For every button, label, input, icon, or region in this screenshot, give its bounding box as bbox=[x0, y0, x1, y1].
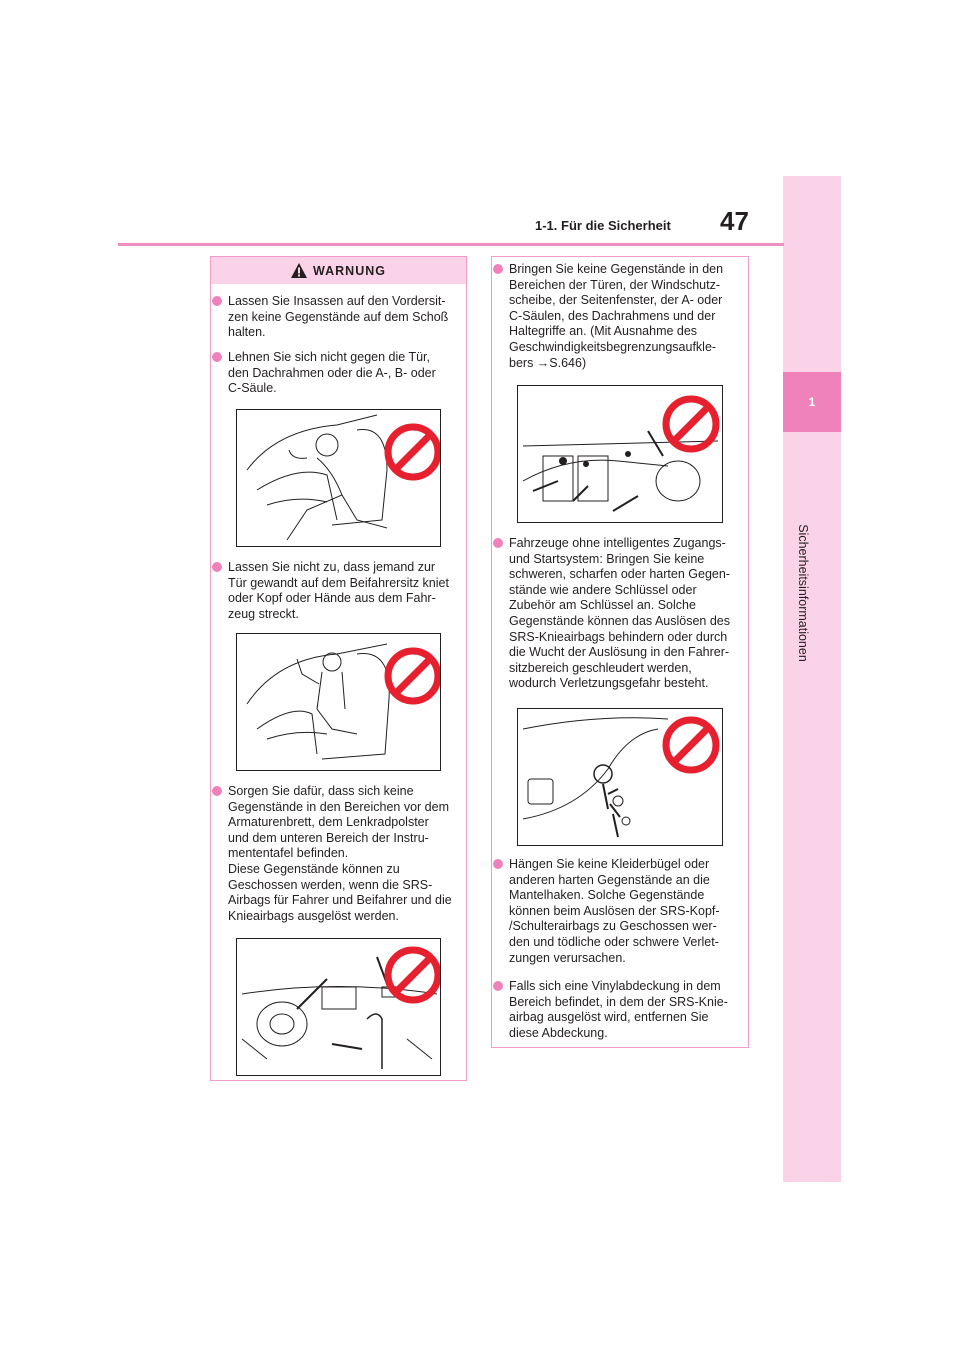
illustration-leaning-on-door bbox=[236, 409, 441, 547]
warning-triangle-icon bbox=[291, 263, 307, 278]
section-title: 1-1. Für die Sicherheit bbox=[535, 218, 671, 233]
bullet-icon bbox=[212, 352, 222, 362]
warning-item bbox=[228, 560, 460, 622]
bullet-icon bbox=[493, 981, 503, 991]
warning-item bbox=[228, 784, 460, 924]
warning-item bbox=[509, 536, 741, 692]
illustration-dashboard-objects bbox=[236, 938, 441, 1076]
chapter-label: Sicherheitsinformationen bbox=[796, 524, 810, 662]
warning-text: Lehnen Sie sich nicht gegen die Tür, den Dachrahmen oder die A-, B- oder C-Säule. bbox=[228, 350, 436, 396]
bullet-icon bbox=[212, 786, 222, 796]
warning-item bbox=[228, 294, 458, 341]
warning-header bbox=[211, 257, 466, 284]
illustration-cabin-pillars bbox=[517, 385, 723, 523]
warning-item bbox=[509, 979, 741, 1041]
warning-item bbox=[228, 350, 458, 397]
warning-text: Fahrzeuge ohne intelligentes Zugangs- und Startsystem: Bringen Sie keine schweren, scharfen oder harten Gegen- stände wie andere Schlüssel oder Zubehör am Schlüssel an. Solche Gegenstände können das Auslösen des SRS-Knieairbags behindern oder durch die Wucht der Auslösung in den Fahrer- sitzbereich geschleudert werden, wodurch Verletzungsgefahr besteht. bbox=[509, 536, 731, 691]
bullet-icon bbox=[212, 296, 222, 306]
chapter-side-tab bbox=[783, 176, 841, 1182]
warning-text: Falls sich eine Vinylabdeckung in dem Bereich befindet, in dem der SRS-Knie- airbag ausgelöst wird, entfernen Sie diese Abdeckung. bbox=[509, 979, 728, 1040]
illustration-key-accessories bbox=[517, 708, 723, 846]
warning-text: Sorgen Sie dafür, dass sich keine Gegenstände in den Bereichen vor dem Armaturenbrett, dem Lenkradpolster und dem unteren Bereich der Instru- mententafel befinden. Diese Gegenstände können zu Geschossen werden, wenn die SRS- Airbags für Fahrer und Beifahrer und die Knieairbags ausgelöst werden. bbox=[228, 784, 452, 923]
warning-text: Bringen Sie keine Gegenstände in den Bereichen der Türen, der Windschutz- scheibe, der Seitenfenster, der A- oder C-Säulen, des Dachrahmens und der Haltegriffe an. (Mit Ausnahme des Geschwindigkeitsbegrenzungsaufkle- bers →S.646) bbox=[509, 262, 724, 370]
page-number: 47 bbox=[720, 206, 749, 236]
warning-text: Lassen Sie nicht zu, dass jemand zur Tür gewandt auf dem Beifahrersitz kniet oder Kopf oder Hände aus dem Fahr- zeug streckt. bbox=[228, 560, 449, 621]
warning-text: Hängen Sie keine Kleiderbügel oder anderen harten Gegenstände an die Mantelhaken. Solche Gegenstände können beim Auslösen der SRS-Kopf- /Schulterairbags zu Geschossen wer- den und tödliche oder schwere Verlet- zungen verursachen. bbox=[509, 857, 720, 965]
chapter-number: 1 bbox=[783, 372, 841, 432]
bullet-icon bbox=[212, 562, 222, 572]
bullet-icon bbox=[493, 859, 503, 869]
warning-text: Lassen Sie Insassen auf den Vordersit- zen keine Gegenstände auf dem Schoß halten. bbox=[228, 294, 449, 340]
warning-title: WARNUNG bbox=[313, 263, 386, 278]
bullet-icon bbox=[493, 264, 503, 274]
warning-item bbox=[509, 857, 741, 966]
warning-item bbox=[509, 262, 741, 371]
bullet-icon bbox=[493, 538, 503, 548]
header-rule bbox=[118, 243, 784, 246]
illustration-kneeling-on-seat bbox=[236, 633, 441, 771]
